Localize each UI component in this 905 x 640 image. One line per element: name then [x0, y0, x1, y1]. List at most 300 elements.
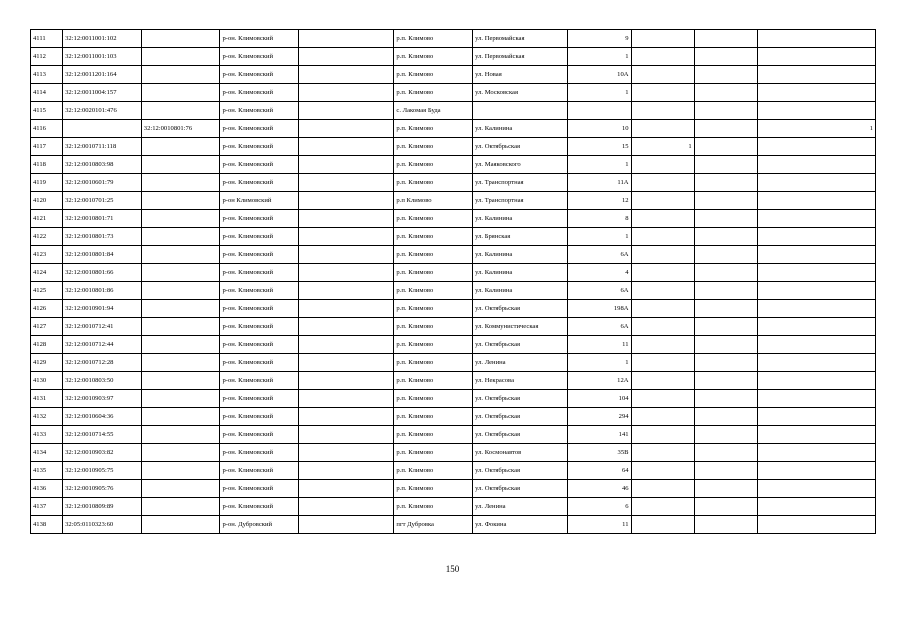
table-body — [31, 30, 876, 534]
cell-row-number: 4120 — [31, 192, 63, 210]
cell-house-number: 35В — [568, 444, 631, 462]
cell-extra-2 — [694, 228, 757, 246]
cell-house-number: 6А — [568, 282, 631, 300]
cell-row-number: 4126 — [31, 300, 63, 318]
cell-row-number: 4112 — [31, 48, 63, 66]
cell-district: р-он Климовский — [220, 192, 299, 210]
cell-settlement: пгт Дубровка — [394, 516, 473, 534]
cell-cadastral-number: 32:12:0010701:25 — [63, 192, 142, 210]
cell-row-number: 4113 — [31, 66, 63, 84]
cell-district-extra — [299, 156, 394, 174]
cell-extra-1 — [631, 156, 694, 174]
cell-row-number: 4127 — [31, 318, 63, 336]
cell-street: ул. Брянская — [473, 228, 568, 246]
cell-district-extra — [299, 336, 394, 354]
cell-street: ул. Октябрьская — [473, 480, 568, 498]
cell-district: р-он. Климовский — [220, 426, 299, 444]
cell-extra-3 — [757, 84, 875, 102]
cell-settlement: р.п. Климово — [394, 264, 473, 282]
cell-district-extra — [299, 66, 394, 84]
cell-house-number: 294 — [568, 408, 631, 426]
cell-settlement: р.п. Климово — [394, 408, 473, 426]
cell-settlement: р.п. Климово — [394, 210, 473, 228]
cell-extra-1 — [631, 66, 694, 84]
cell-extra-3 — [757, 480, 875, 498]
cell-house-number: 1 — [568, 156, 631, 174]
cell-street: ул. Коммунистическая — [473, 318, 568, 336]
cell-district: р-он. Климовский — [220, 264, 299, 282]
cell-cadastral-number-alt — [141, 336, 220, 354]
cell-district: р-он. Климовский — [220, 480, 299, 498]
cell-cadastral-number: 32:12:0010711:118 — [63, 138, 142, 156]
cell-settlement: р.п Климово — [394, 192, 473, 210]
cell-extra-1 — [631, 84, 694, 102]
cell-cadastral-number: 32:12:0010604:36 — [63, 408, 142, 426]
table-row — [31, 300, 876, 318]
cell-extra-3 — [757, 408, 875, 426]
cell-house-number: 10А — [568, 66, 631, 84]
cell-cadastral-number: 32:12:0011201:164 — [63, 66, 142, 84]
cell-extra-1 — [631, 318, 694, 336]
cell-district-extra — [299, 174, 394, 192]
cell-street: ул. Новая — [473, 66, 568, 84]
cell-extra-1 — [631, 390, 694, 408]
cell-district-extra — [299, 354, 394, 372]
cell-extra-1 — [631, 30, 694, 48]
cell-extra-1 — [631, 264, 694, 282]
cell-row-number: 4129 — [31, 354, 63, 372]
cell-row-number: 4130 — [31, 372, 63, 390]
cell-extra-2 — [694, 210, 757, 228]
cell-row-number: 4133 — [31, 426, 63, 444]
cell-extra-1 — [631, 48, 694, 66]
cell-row-number: 4118 — [31, 156, 63, 174]
cell-street: ул. Октябрьская — [473, 426, 568, 444]
table-row — [31, 210, 876, 228]
cell-extra-3 — [757, 264, 875, 282]
cell-cadastral-number-alt — [141, 462, 220, 480]
cell-settlement: р.п. Климово — [394, 444, 473, 462]
cell-house-number: 1 — [568, 354, 631, 372]
cell-extra-2 — [694, 174, 757, 192]
cell-extra-1 — [631, 210, 694, 228]
cell-house-number: 11 — [568, 336, 631, 354]
cell-cadastral-number: 32:12:0010801:84 — [63, 246, 142, 264]
cell-house-number: 15 — [568, 138, 631, 156]
cell-cadastral-number: 32:12:0010801:71 — [63, 210, 142, 228]
cell-district-extra — [299, 102, 394, 120]
cell-district: р-он. Климовский — [220, 390, 299, 408]
cell-district: р-он. Климовский — [220, 120, 299, 138]
cell-settlement: р.п. Климово — [394, 300, 473, 318]
cell-row-number: 4132 — [31, 408, 63, 426]
cell-row-number: 4125 — [31, 282, 63, 300]
table-row — [31, 156, 876, 174]
cell-extra-3 — [757, 192, 875, 210]
cell-settlement: р.п. Климово — [394, 480, 473, 498]
cell-cadastral-number: 32:12:0010801:66 — [63, 264, 142, 282]
cell-extra-1 — [631, 174, 694, 192]
cell-district: р-он. Климовский — [220, 174, 299, 192]
cell-cadastral-number-alt — [141, 174, 220, 192]
cell-cadastral-number-alt — [141, 516, 220, 534]
cell-settlement: р.п. Климово — [394, 336, 473, 354]
cell-cadastral-number-alt — [141, 480, 220, 498]
cell-settlement: р.п. Климово — [394, 498, 473, 516]
cell-extra-2 — [694, 516, 757, 534]
cell-extra-3: 1 — [757, 120, 875, 138]
cell-district: р-он. Климовский — [220, 282, 299, 300]
cell-house-number: 1 — [568, 228, 631, 246]
table-row — [31, 354, 876, 372]
cell-extra-1 — [631, 480, 694, 498]
cell-cadastral-number: 32:12:0010801:73 — [63, 228, 142, 246]
cell-cadastral-number-alt: 32:12:0010801:76 — [141, 120, 220, 138]
cell-extra-3 — [757, 174, 875, 192]
cell-settlement: р.п. Климово — [394, 84, 473, 102]
cell-extra-2 — [694, 66, 757, 84]
cell-settlement: р.п. Климово — [394, 318, 473, 336]
cell-settlement: р.п. Климово — [394, 30, 473, 48]
cell-extra-1 — [631, 426, 694, 444]
cell-extra-3 — [757, 516, 875, 534]
cell-street: ул. Первомайская — [473, 30, 568, 48]
table-row — [31, 444, 876, 462]
cell-house-number: 1 — [568, 48, 631, 66]
cell-extra-3 — [757, 354, 875, 372]
cell-extra-2 — [694, 480, 757, 498]
cell-cadastral-number-alt — [141, 318, 220, 336]
cell-settlement: р.п. Климово — [394, 228, 473, 246]
cell-district: р-он. Климовский — [220, 336, 299, 354]
table-row — [31, 390, 876, 408]
cell-district-extra — [299, 426, 394, 444]
cell-extra-1 — [631, 282, 694, 300]
cell-cadastral-number-alt — [141, 390, 220, 408]
cell-street: ул. Октябрьская — [473, 390, 568, 408]
cell-district: р-он. Климовский — [220, 318, 299, 336]
cell-extra-1 — [631, 336, 694, 354]
cell-extra-1 — [631, 300, 694, 318]
cell-district: р-он. Климовский — [220, 372, 299, 390]
cell-district: р-он. Климовский — [220, 138, 299, 156]
cell-extra-1 — [631, 498, 694, 516]
cell-cadastral-number: 32:12:0011001:103 — [63, 48, 142, 66]
cell-settlement: с. Лакомая Буда — [394, 102, 473, 120]
cell-district: р-он. Дубровский — [220, 516, 299, 534]
cell-extra-1 — [631, 444, 694, 462]
cell-house-number: 104 — [568, 390, 631, 408]
cell-settlement: р.п. Климово — [394, 426, 473, 444]
cell-row-number: 4123 — [31, 246, 63, 264]
cell-extra-2 — [694, 120, 757, 138]
cell-cadastral-number: 32:12:0010905:76 — [63, 480, 142, 498]
cell-row-number: 4131 — [31, 390, 63, 408]
cell-extra-2 — [694, 426, 757, 444]
cell-district: р-он. Климовский — [220, 156, 299, 174]
table-row — [31, 102, 876, 120]
table-row — [31, 66, 876, 84]
cell-extra-2 — [694, 336, 757, 354]
cell-settlement: р.п. Климово — [394, 120, 473, 138]
cell-cadastral-number — [63, 120, 142, 138]
cell-street: ул. Фокина — [473, 516, 568, 534]
cell-house-number: 141 — [568, 426, 631, 444]
cell-district: р-он. Климовский — [220, 228, 299, 246]
cell-district-extra — [299, 318, 394, 336]
cell-cadastral-number-alt — [141, 156, 220, 174]
cell-district-extra — [299, 138, 394, 156]
table-row — [31, 336, 876, 354]
cell-district-extra — [299, 192, 394, 210]
cell-district-extra — [299, 462, 394, 480]
cell-settlement: р.п. Климово — [394, 138, 473, 156]
cell-extra-2 — [694, 30, 757, 48]
cell-house-number: 64 — [568, 462, 631, 480]
cell-row-number: 4128 — [31, 336, 63, 354]
table-row — [31, 138, 876, 156]
cell-street: ул. Октябрьская — [473, 462, 568, 480]
cell-cadastral-number: 32:12:0010714:55 — [63, 426, 142, 444]
table-row — [31, 318, 876, 336]
table-row — [31, 48, 876, 66]
cell-row-number: 4135 — [31, 462, 63, 480]
cell-cadastral-number-alt — [141, 228, 220, 246]
cell-cadastral-number: 32:12:0020101:476 — [63, 102, 142, 120]
cell-street: ул. Ленина — [473, 354, 568, 372]
cell-extra-3 — [757, 372, 875, 390]
cell-cadastral-number: 32:12:0010712:28 — [63, 354, 142, 372]
cell-district: р-он. Климовский — [220, 30, 299, 48]
table-row — [31, 246, 876, 264]
cell-district-extra — [299, 246, 394, 264]
cell-district-extra — [299, 408, 394, 426]
cell-extra-2 — [694, 462, 757, 480]
cell-extra-1 — [631, 372, 694, 390]
cell-district: р-он. Климовский — [220, 84, 299, 102]
cell-house-number: 12 — [568, 192, 631, 210]
cell-house-number: 11 — [568, 516, 631, 534]
cell-cadastral-number: 32:12:0010905:75 — [63, 462, 142, 480]
cell-extra-2 — [694, 192, 757, 210]
cell-settlement: р.п. Климово — [394, 462, 473, 480]
cell-house-number: 4 — [568, 264, 631, 282]
cell-extra-1 — [631, 354, 694, 372]
cell-row-number: 4122 — [31, 228, 63, 246]
cell-cadastral-number: 32:12:0010801:86 — [63, 282, 142, 300]
cell-house-number: 10 — [568, 120, 631, 138]
cell-district-extra — [299, 264, 394, 282]
cell-district: р-он. Климовский — [220, 210, 299, 228]
cell-cadastral-number-alt — [141, 498, 220, 516]
table-row — [31, 372, 876, 390]
cell-street: ул. Калинина — [473, 246, 568, 264]
cell-cadastral-number: 32:12:0010901:94 — [63, 300, 142, 318]
cell-cadastral-number: 32:12:0010712:44 — [63, 336, 142, 354]
cell-street: ул. Космонавтов — [473, 444, 568, 462]
cell-cadastral-number-alt — [141, 426, 220, 444]
cell-house-number: 1 — [568, 84, 631, 102]
cell-district: р-он. Климовский — [220, 462, 299, 480]
cell-cadastral-number: 32:12:0010712:41 — [63, 318, 142, 336]
cell-extra-3 — [757, 300, 875, 318]
cell-cadastral-number-alt — [141, 210, 220, 228]
cell-extra-3 — [757, 210, 875, 228]
cell-district-extra — [299, 444, 394, 462]
cell-district-extra — [299, 372, 394, 390]
cell-house-number: 6 — [568, 498, 631, 516]
cell-cadastral-number: 32:12:0011001:102 — [63, 30, 142, 48]
cell-cadastral-number: 32:12:0010601:79 — [63, 174, 142, 192]
cell-extra-2 — [694, 264, 757, 282]
cell-extra-2 — [694, 156, 757, 174]
cell-extra-3 — [757, 30, 875, 48]
cell-district-extra — [299, 120, 394, 138]
cell-street: ул. Московская — [473, 84, 568, 102]
cell-extra-3 — [757, 228, 875, 246]
cell-extra-3 — [757, 390, 875, 408]
cell-district: р-он. Климовский — [220, 66, 299, 84]
table-row — [31, 516, 876, 534]
cell-extra-2 — [694, 84, 757, 102]
cell-street: ул. Калинина — [473, 264, 568, 282]
cell-extra-1 — [631, 516, 694, 534]
cell-extra-2 — [694, 102, 757, 120]
cell-extra-2 — [694, 444, 757, 462]
cell-extra-2 — [694, 138, 757, 156]
cell-street — [473, 102, 568, 120]
table-row — [31, 84, 876, 102]
cell-settlement: р.п. Климово — [394, 390, 473, 408]
cell-extra-2 — [694, 318, 757, 336]
cell-settlement: р.п. Климово — [394, 246, 473, 264]
cell-district-extra — [299, 30, 394, 48]
cell-extra-3 — [757, 498, 875, 516]
cell-cadastral-number-alt — [141, 138, 220, 156]
cell-row-number: 4117 — [31, 138, 63, 156]
cell-extra-3 — [757, 282, 875, 300]
cell-extra-1 — [631, 462, 694, 480]
cell-extra-2 — [694, 372, 757, 390]
cell-house-number: 9 — [568, 30, 631, 48]
cell-settlement: р.п. Климово — [394, 48, 473, 66]
cell-cadastral-number: 32:12:0010803:98 — [63, 156, 142, 174]
cell-extra-3 — [757, 444, 875, 462]
cell-extra-2 — [694, 300, 757, 318]
cell-extra-2 — [694, 498, 757, 516]
cell-cadastral-number-alt — [141, 66, 220, 84]
cell-house-number: 8 — [568, 210, 631, 228]
cell-house-number — [568, 102, 631, 120]
cell-extra-1 — [631, 120, 694, 138]
cell-cadastral-number: 32:12:0010903:97 — [63, 390, 142, 408]
cell-district: р-он. Климовский — [220, 246, 299, 264]
cell-row-number: 4111 — [31, 30, 63, 48]
cell-extra-2 — [694, 282, 757, 300]
cell-street: ул. Калинина — [473, 120, 568, 138]
cell-house-number: 198А — [568, 300, 631, 318]
cell-cadastral-number-alt — [141, 84, 220, 102]
cell-extra-2 — [694, 48, 757, 66]
table-row — [31, 120, 876, 138]
cell-house-number: 46 — [568, 480, 631, 498]
cell-row-number: 4134 — [31, 444, 63, 462]
cell-settlement: р.п. Климово — [394, 354, 473, 372]
cell-settlement: р.п. Климово — [394, 174, 473, 192]
cell-house-number: 6А — [568, 318, 631, 336]
cell-row-number: 4137 — [31, 498, 63, 516]
cell-cadastral-number-alt — [141, 300, 220, 318]
cell-cadastral-number-alt — [141, 372, 220, 390]
cell-extra-3 — [757, 426, 875, 444]
cell-district: р-он. Климовский — [220, 354, 299, 372]
cell-extra-3 — [757, 462, 875, 480]
cell-extra-2 — [694, 246, 757, 264]
table-row — [31, 264, 876, 282]
cell-row-number: 4136 — [31, 480, 63, 498]
cell-cadastral-number: 32:12:0010803:50 — [63, 372, 142, 390]
table-row — [31, 174, 876, 192]
table-row — [31, 228, 876, 246]
cell-row-number: 4121 — [31, 210, 63, 228]
table-row — [31, 426, 876, 444]
cell-cadastral-number: 32:12:0010903:82 — [63, 444, 142, 462]
cell-cadastral-number-alt — [141, 444, 220, 462]
cell-street: ул. Октябрьская — [473, 336, 568, 354]
table-row — [31, 480, 876, 498]
cell-row-number: 4138 — [31, 516, 63, 534]
table-row — [31, 282, 876, 300]
cell-district-extra — [299, 480, 394, 498]
cell-extra-1: 1 — [631, 138, 694, 156]
cell-extra-1 — [631, 408, 694, 426]
cell-street: ул. Маяковского — [473, 156, 568, 174]
cell-street: ул. Калинина — [473, 282, 568, 300]
cell-house-number: 11А — [568, 174, 631, 192]
cell-extra-3 — [757, 318, 875, 336]
cell-district: р-он. Климовский — [220, 48, 299, 66]
cell-district: р-он. Климовский — [220, 408, 299, 426]
cell-extra-3 — [757, 156, 875, 174]
cell-district: р-он. Климовский — [220, 444, 299, 462]
cell-extra-1 — [631, 246, 694, 264]
cell-row-number: 4116 — [31, 120, 63, 138]
cell-district: р-он. Климовский — [220, 498, 299, 516]
cell-street: ул. Октябрьская — [473, 408, 568, 426]
page-number: 150 — [445, 564, 460, 574]
table-row — [31, 462, 876, 480]
cell-street: ул. Октябрьская — [473, 138, 568, 156]
cell-cadastral-number: 32:12:0011004:157 — [63, 84, 142, 102]
cell-extra-3 — [757, 246, 875, 264]
cell-cadastral-number-alt — [141, 354, 220, 372]
cell-extra-1 — [631, 102, 694, 120]
cell-street: ул. Некрасова — [473, 372, 568, 390]
cell-street: ул. Транспортная — [473, 192, 568, 210]
table-row — [31, 498, 876, 516]
cell-street: ул. Транспортная — [473, 174, 568, 192]
cell-cadastral-number: 32:05:0110323:60 — [63, 516, 142, 534]
cell-extra-2 — [694, 354, 757, 372]
cell-settlement: р.п. Климово — [394, 66, 473, 84]
cell-cadastral-number-alt — [141, 30, 220, 48]
cell-row-number: 4114 — [31, 84, 63, 102]
table-row — [31, 192, 876, 210]
cell-settlement: р.п. Климово — [394, 282, 473, 300]
cell-extra-2 — [694, 390, 757, 408]
cell-extra-3 — [757, 138, 875, 156]
cell-extra-1 — [631, 228, 694, 246]
